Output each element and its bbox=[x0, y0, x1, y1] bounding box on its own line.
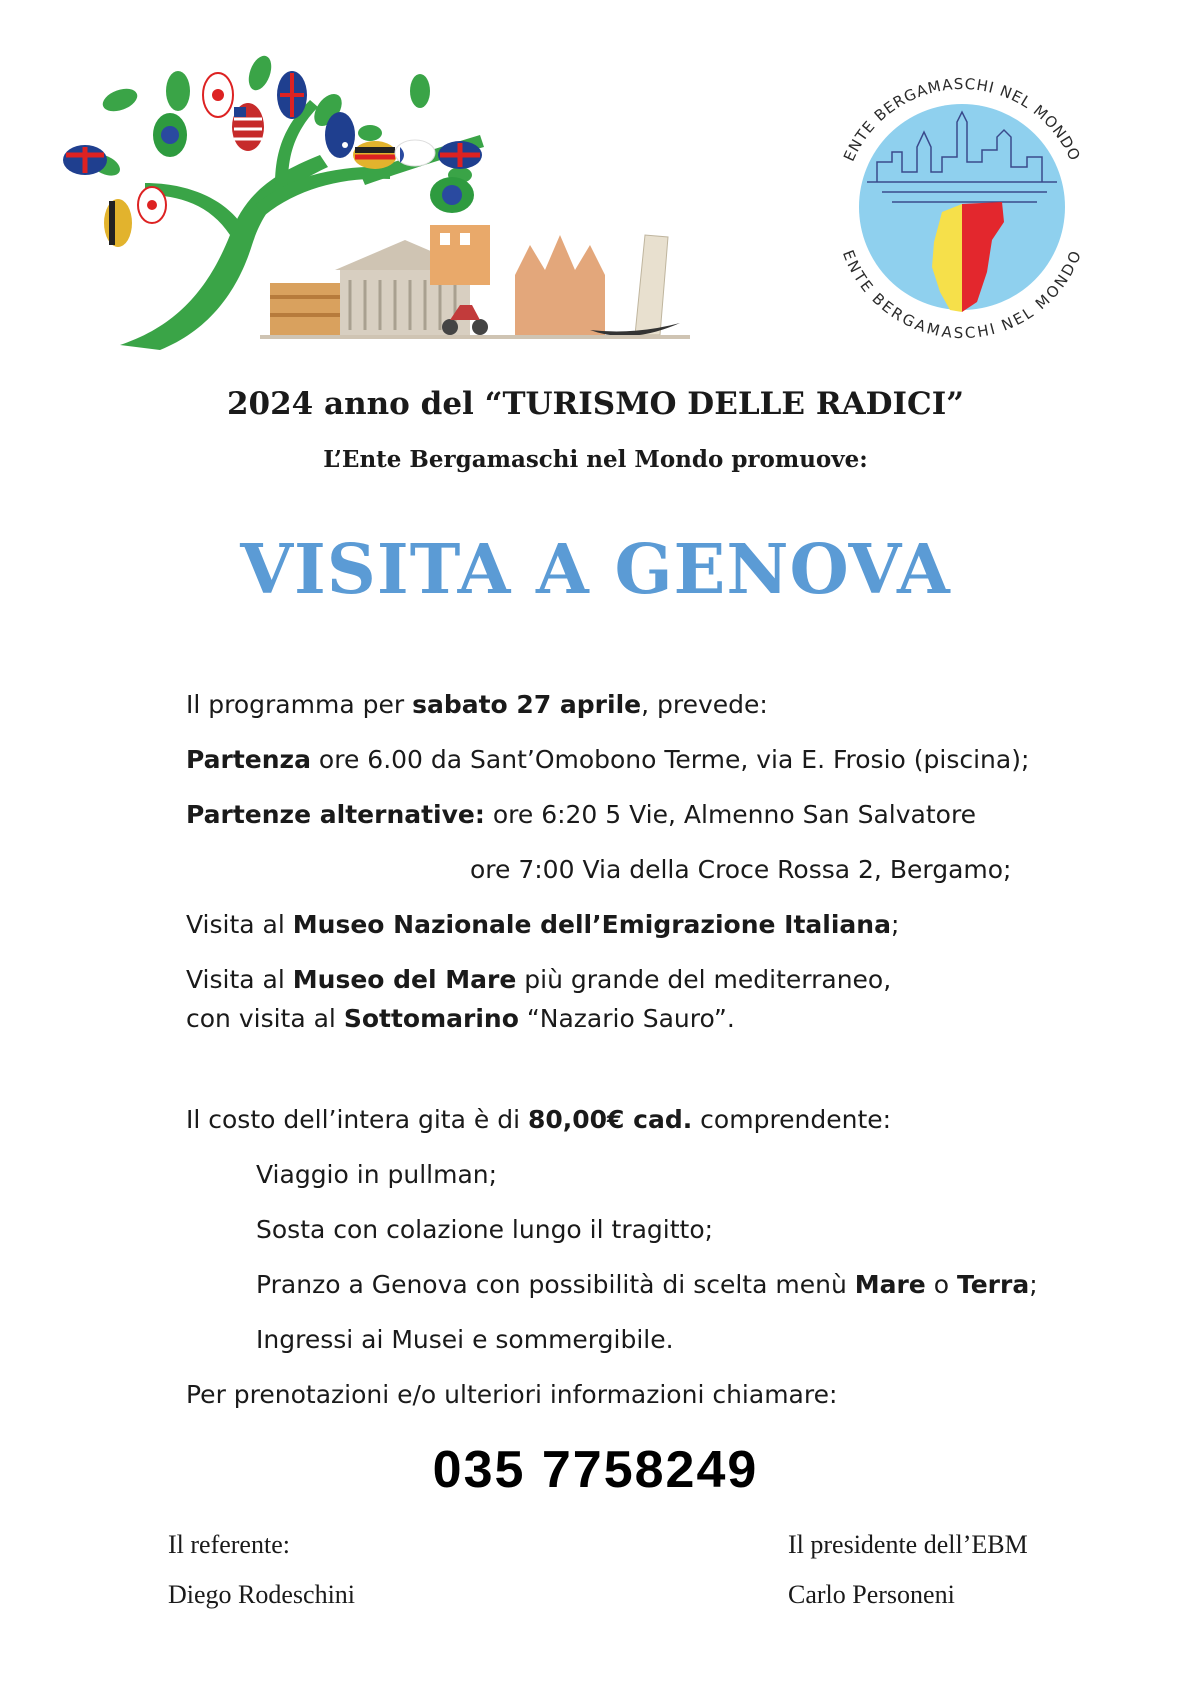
monuments bbox=[260, 225, 690, 339]
cost-item-museums: Ingressi ai Musei e sommergibile. bbox=[256, 1325, 674, 1354]
ebm-logo bbox=[822, 62, 1102, 352]
logo-ring-text-top: ENTE BERGAMASCHI NEL MONDO bbox=[839, 74, 1085, 165]
germany-flag-icon bbox=[353, 141, 397, 169]
germany-flag-icon bbox=[104, 199, 132, 247]
visit1-prefix: Visita al bbox=[186, 910, 293, 939]
lunch-or: o bbox=[925, 1270, 957, 1299]
uk-flag-icon bbox=[438, 141, 482, 169]
page-title: VISITA A GENOVA bbox=[240, 530, 951, 610]
milan-duomo-icon bbox=[515, 235, 605, 335]
submarine-label: Sottomarino bbox=[343, 1004, 519, 1033]
colosseum-icon bbox=[270, 283, 350, 335]
departure-label: Partenza bbox=[186, 745, 311, 774]
france-flag-icon bbox=[395, 140, 435, 166]
australia-flag-icon bbox=[325, 112, 355, 158]
departure-text: ore 6.00 da Sant’Omobono Terme, via E. Frosio (piscina); bbox=[310, 745, 1030, 774]
usa-flag-icon bbox=[232, 103, 264, 151]
alt-departure-line1 bbox=[186, 800, 976, 830]
visit-submarine bbox=[186, 1004, 735, 1034]
submarine-name: “Nazario Sauro”. bbox=[518, 1004, 735, 1033]
alt-departure-text1: ore 6:20 5 Vie, Almenno San Salvatore bbox=[484, 800, 977, 829]
visit1-museum: Museo Nazionale dell’Emigrazione Italiana bbox=[292, 910, 891, 939]
visit-museum-sea bbox=[186, 965, 891, 995]
logo-ring-text-bottom: ENTE BERGAMASCHI NEL MONDO bbox=[838, 247, 1086, 343]
canada-flag-icon bbox=[203, 73, 233, 117]
departure-line bbox=[186, 745, 1029, 775]
visit2-museum: Museo del Mare bbox=[292, 965, 517, 994]
program-intro-end: , prevede: bbox=[641, 690, 768, 719]
visit2-prefix: Visita al bbox=[186, 965, 293, 994]
pisa-tower-icon bbox=[635, 235, 668, 335]
canada-flag-icon bbox=[138, 187, 166, 223]
visit-museum-emigration bbox=[186, 910, 899, 940]
program-intro-text: Il programma per bbox=[186, 690, 413, 719]
alt-departure-label: Partenze alternative: bbox=[186, 800, 485, 829]
program-intro bbox=[186, 690, 768, 720]
brazil-flag-icon bbox=[430, 177, 474, 213]
lunch-text: Pranzo a Genova con possibilità di scelta menù bbox=[256, 1270, 855, 1299]
submarine-prefix: con visita al bbox=[186, 1004, 344, 1033]
tree-logo bbox=[60, 55, 740, 355]
alt-departure-line2: ore 7:00 Via della Croce Rossa 2, Bergamo; bbox=[470, 855, 1012, 884]
cost-intro bbox=[186, 1105, 891, 1135]
contact-label: Per prenotazioni e/o ulteriori informazioni chiamare: bbox=[186, 1380, 838, 1409]
cost-item-lunch bbox=[256, 1270, 1038, 1300]
heading-line2: L’Ente Bergamaschi nel Mondo promuove: bbox=[323, 446, 868, 473]
cost-item-bus: Viaggio in pullman; bbox=[256, 1160, 498, 1189]
lunch-option-mare: Mare bbox=[854, 1270, 926, 1299]
uk-flag-icon bbox=[63, 145, 107, 175]
houses-icon bbox=[430, 225, 490, 285]
visit1-end: ; bbox=[890, 910, 900, 939]
brazil-flag-icon bbox=[153, 113, 187, 157]
cost-item-breakfast: Sosta con colazione lungo il tragitto; bbox=[256, 1215, 714, 1244]
lunch-end: ; bbox=[1029, 1270, 1038, 1299]
cost-prefix: Il costo dell’intera gita è di bbox=[186, 1105, 528, 1134]
phone-number: 035 7758249 bbox=[432, 1441, 759, 1499]
signature-right-role: Il presidente dell’EBM bbox=[788, 1530, 1028, 1559]
uk-flag-icon bbox=[277, 71, 307, 119]
program-date: sabato 27 aprile bbox=[412, 690, 642, 719]
signature-right-name: Carlo Personeni bbox=[788, 1580, 955, 1609]
cost-amount: 80,00€ cad. bbox=[527, 1105, 693, 1134]
lunch-option-terra: Terra bbox=[956, 1270, 1030, 1299]
cost-suffix: comprendente: bbox=[692, 1105, 892, 1134]
signature-left-name: Diego Rodeschini bbox=[168, 1580, 356, 1609]
signature-left-role: Il referente: bbox=[168, 1530, 290, 1559]
visit2-end: più grande del mediterraneo, bbox=[516, 965, 892, 994]
heading-line1: 2024 anno del “TURISMO DELLE RADICI” bbox=[226, 386, 965, 422]
